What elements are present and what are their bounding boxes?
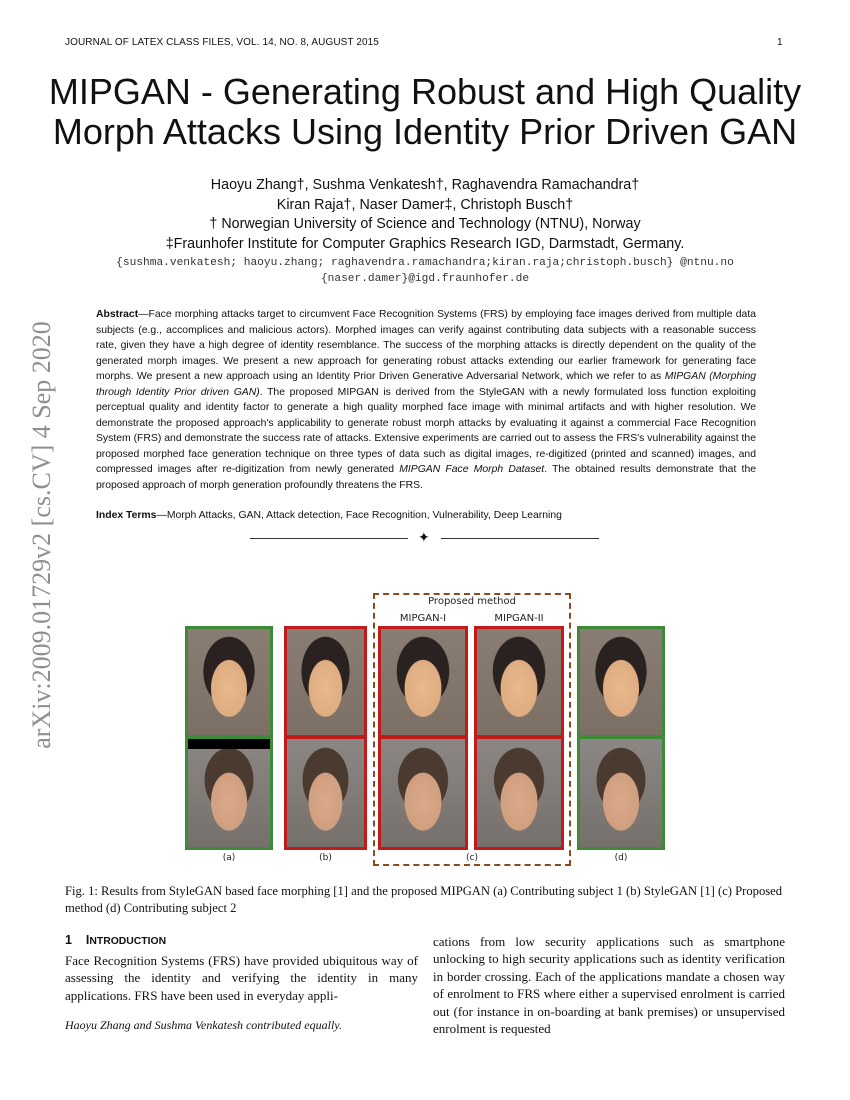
section-number: 1 bbox=[65, 933, 72, 947]
separator-line-right bbox=[441, 538, 599, 539]
section-heading bbox=[65, 933, 166, 947]
abstract-text-2: . The proposed MIPGAN is derived from the StyleGAN with a newly formulated loss function exploiting perceptual quality and identity factor to generate a high quality morphed face image with minimal artifacts and with higher resolution. We demonstrate the proposed approach's applicability to generate robust morph attacks by evaluating it against a commercial Face Recognition System (FRS) and demonstrate the success rate of attacks. Extensive experiments are carried out to assess the FRS's vulnerability against the proposed morphed face generation technique on three types of data such as digital images, re-digitized (printed and scanned) images, and compressed images after re-digitization from newly generated bbox=[96, 386, 756, 476]
author-line-1: Haoyu Zhang†, Sushma Venkatesh†, Raghavendra Ramachandra† bbox=[210, 177, 640, 193]
author-line-2: Kiran Raja†, Naser Damer‡, Christoph Busch† bbox=[276, 196, 574, 213]
email-block bbox=[0, 256, 850, 287]
index-terms bbox=[96, 510, 756, 521]
paper-title bbox=[0, 72, 850, 152]
section-title-rest: NTRODUCTION bbox=[89, 936, 167, 947]
image-mipgan-i-male bbox=[378, 736, 468, 850]
section-title-initial: I bbox=[85, 933, 90, 947]
email-line-1: {sushma.venkatesh; haoyu.zhang; raghavendra.ramachandra;kiran.raja;christoph.busch} @ntnu.no bbox=[116, 257, 734, 269]
mipgan-i-label: MIPGAN-I bbox=[399, 613, 447, 624]
abstract bbox=[96, 307, 756, 494]
separator-line-left bbox=[250, 538, 408, 539]
image-mipgan-ii-male bbox=[474, 736, 564, 850]
image-stylegan-female bbox=[284, 626, 367, 738]
image-mipgan-i-female bbox=[378, 626, 468, 738]
abstract-label: Abstract bbox=[96, 309, 139, 320]
title-line-1: MIPGAN - Generating Robust and High Quality bbox=[48, 71, 802, 112]
image-subject1-male bbox=[185, 736, 273, 850]
abstract-italic-2: MIPGAN Face Morph Dataset bbox=[399, 464, 545, 476]
index-terms-label: Index Terms bbox=[96, 510, 157, 521]
affiliation-1: † Norwegian University of Science and Technology (NTNU), Norway bbox=[209, 216, 641, 232]
image-subject1-female bbox=[185, 626, 273, 738]
intro-right-column: cations from low security applications such as smartphone unlocking to high security applications such as identity verification in border crossing. Each of the applications mandate a chosen way of enrolment to FRS where either a supervised enrolment is carried out (for instance in on-boarding at bank premises) or unsupervised enrolment is requested bbox=[433, 934, 785, 1037]
mipgan-ii-label: MIPGAN-II bbox=[494, 613, 544, 624]
affiliation-2: ‡Fraunhofer Institute for Computer Graphics Research IGD, Darmstadt, Germany. bbox=[165, 235, 685, 252]
figure-caption: Fig. 1: Results from StyleGAN based face morphing [1] and the proposed MIPGAN (a) Contributing subject 1 (b) StyleGAN [1] (c) Proposed method (d) Contributing subject 2 bbox=[65, 884, 783, 915]
email-line-2: {naser.damer}@igd.fraunhofer.de bbox=[320, 272, 530, 285]
index-terms-text: —Morph Attacks, GAN, Attack detection, Face Recognition, Vulnerability, Deep Learning bbox=[156, 510, 562, 521]
arxiv-stamp: arXiv:2009.01729v2 [cs.CV] 4 Sep 2020 bbox=[27, 321, 56, 749]
image-stylegan-male bbox=[284, 736, 367, 850]
page-number: 1 bbox=[777, 37, 783, 48]
proposed-method-label: Proposed method bbox=[428, 596, 516, 607]
running-head: JOURNAL OF LATEX CLASS FILES, VOL. 14, NO. 8, AUGUST 2015 bbox=[65, 37, 379, 48]
intro-left-column: Face Recognition Systems (FRS) have provided ubiquitous way of assessing the identity and verifying the identity in many applications. FRS have been used in everyday appli- bbox=[65, 953, 418, 1003]
abstract-text-3: . The obtained results demonstrate that the proposed approach of morph generation profoundly threatens the FRS. bbox=[96, 464, 756, 492]
author-block bbox=[0, 176, 850, 254]
image-subject2-female bbox=[577, 626, 665, 738]
label-b: (b) bbox=[319, 853, 332, 863]
image-subject2-male bbox=[577, 736, 665, 850]
title-line-2: Morph Attacks Using Identity Prior Driven GAN bbox=[52, 111, 798, 152]
label-c: (c) bbox=[466, 853, 478, 863]
abstract-text-1: —Face morphing attacks target to circumvent Face Recognition Systems (FRS) by employing face images derived from multiple data subjects (e.g., accomplices and malicious actors). Morphed images can verify against contributing data subjects with a reasonable success rate, given they have a high degree of identity resemblance. The success of the morphing attacks is directly dependent on the quality of the generated morph images. We present a new approach for generating robust attacks extending our earlier framework for generating face morphs. We present a new approach using an Identity Prior Driven Generative Adversarial Network, which we refer to as bbox=[96, 309, 756, 383]
footnote: Haoyu Zhang and Sushma Venkatesh contributed equally. bbox=[65, 1018, 342, 1032]
separator-diamond-icon: ✦ bbox=[418, 529, 430, 545]
label-d: (d) bbox=[614, 853, 628, 863]
abstract-italic-1: MIPGAN (Morphing through Identity Prior driven GAN) bbox=[96, 371, 756, 398]
image-mipgan-ii-female bbox=[474, 626, 564, 738]
label-a: (a) bbox=[222, 853, 236, 863]
